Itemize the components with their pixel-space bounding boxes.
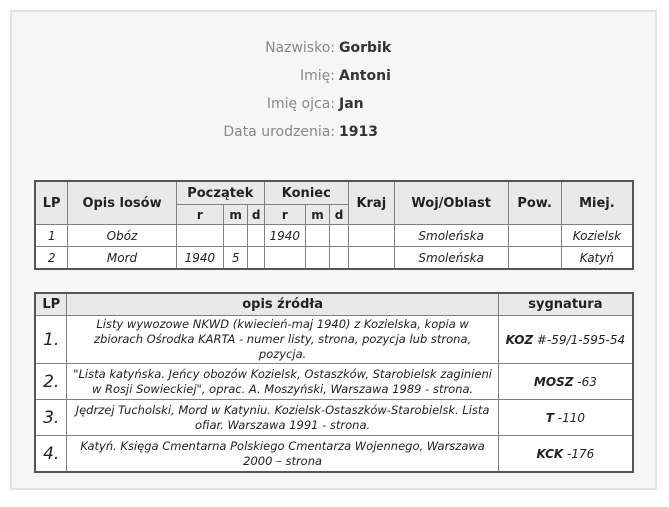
fate-end-year: 1940 [264,225,305,247]
source-signature-ref: #-59/1-595-54 [533,332,626,347]
fates-header-district: Pow. [508,181,561,225]
fate-region: Smoleńska [394,247,508,270]
birth-date-row [12,122,655,150]
source-lp: 1. [35,316,67,364]
table-row [35,247,633,270]
father-name-label: Imię ojca: [266,96,335,112]
source-signature-code: KCK [536,446,564,461]
fate-end-day [330,247,348,270]
source-description: Katyń. Księga Cmentarna Polskiego Cmentarza Wojennego, Warszawa 2000 – strona [67,436,498,473]
table-row [35,436,633,473]
fate-lp: 2 [35,247,68,270]
source-lp: 3. [35,400,67,436]
first-name-value: Antoni [339,68,391,84]
fate-start-month: 5 [223,247,248,270]
source-signature-ref: -63 [573,374,597,389]
source-description: Jędrzej Tucholski, Mord w Katyniu. Kozielsk-Ostaszków-Starobielsk. Lista ofiar. Warszawa 1991 - strona. [67,400,498,436]
fate-district [508,225,561,247]
fate-district [508,247,561,270]
table-row [35,316,633,364]
first-name-label: Imię: [300,68,335,84]
fate-end-month [305,225,330,247]
sources-header-description: opis źródła [67,293,498,316]
fates-header-region: Woj/Oblast [394,181,508,225]
fate-end-year [264,247,305,270]
source-lp: 4. [35,436,67,473]
fate-end-day [330,225,348,247]
source-description: "Lista katyńska. Jeńcy obozów Kozielsk, Ostaszków, Starobielsk zaginieni w Rosji Sowieckiej", oprac. A. Moszyński, Warszawa 1989 - strona. [67,364,498,400]
source-signature [498,436,633,473]
source-signature [498,316,633,364]
fates-header-start-day: d [248,205,264,225]
fates-header-country: Kraj [348,181,394,225]
fates-header-place: Miej. [561,181,633,225]
fate-country [348,247,394,270]
fates-header-end-year: r [264,205,305,225]
source-lp: 2. [35,364,67,400]
sources-table [34,292,634,473]
sources-header-lp: LP [35,293,67,316]
first-name-row [12,66,655,94]
sources-header-row [35,293,633,316]
fates-header-row [35,181,633,205]
table-row [35,225,633,247]
fate-end-month [305,247,330,270]
table-row [35,400,633,436]
fate-place: Katyń [561,247,633,270]
father-name-row [12,94,655,122]
fates-header-end-day: d [330,205,348,225]
person-info [12,38,655,150]
fates-header-end-month: m [305,205,330,225]
fate-start-year: 1940 [176,247,223,270]
father-name-value: Jan [339,96,364,112]
fate-description: Obóz [68,225,177,247]
source-description: Listy wywozowe NKWD (kwiecień-maj 1940) z Kozielska, kopia w zbiorach Ośrodka KARTA - numer listy, strona, pozycja lub strona, pozycja. [67,316,498,364]
source-signature [498,364,633,400]
fates-table [34,180,634,270]
fates-header-start: Początek [176,181,264,205]
fate-place: Kozielsk [561,225,633,247]
fate-start-month [223,225,248,247]
surname-value: Gorbik [339,40,392,56]
table-row [35,364,633,400]
birth-date-value: 1913 [339,124,378,140]
fates-header-description: Opis losów [68,181,177,225]
fate-lp: 1 [35,225,68,247]
source-signature-code: T [545,410,554,425]
fate-country [348,225,394,247]
source-signature-code: MOSZ [533,374,574,389]
fate-start-year [176,225,223,247]
source-signature [498,400,633,436]
source-signature-ref: -110 [553,410,585,425]
surname-label: Nazwisko: [265,40,335,56]
birth-date-label: Data urodzenia: [223,124,335,140]
source-signature-code: KOZ [505,332,534,347]
surname-row [12,38,655,66]
fate-start-day [248,225,264,247]
fates-header-lp: LP [35,181,68,225]
source-signature-ref: -176 [563,446,595,461]
fate-description: Mord [68,247,177,270]
fate-start-day [248,247,264,270]
fates-header-start-year: r [176,205,223,225]
record-panel [10,10,657,490]
fates-header-start-month: m [223,205,248,225]
fate-region: Smoleńska [394,225,508,247]
fates-header-end: Koniec [264,181,348,205]
sources-header-signature: sygnatura [498,293,633,316]
